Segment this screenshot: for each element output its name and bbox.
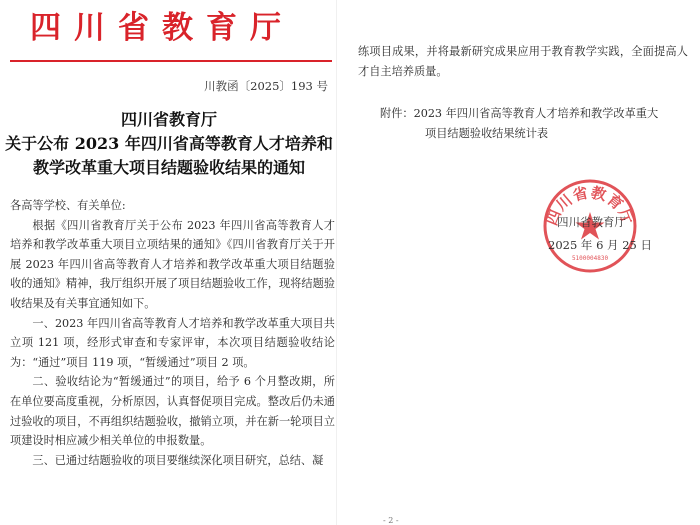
paragraph-4: 三、已通过结题验收的项目要继续深化项目研究，总结、凝 [32,453,324,467]
title-line-3: 教学改革重大项目结题验收结果的通知 [32,158,305,177]
body-text [10,196,335,470]
page-left [0,0,338,525]
title-line-2: 关于公布 2023 年四川省高等教育人才培养和 [5,134,333,153]
paragraph-2: 一、2023 年四川省高等教育人才培养和教学改革重大项目共立项 121 项，经形式审查和专家评审，本次项目结题验收结论为：“通过”项目 119 项，“暂缓通过”项目 2 项。 [10,316,335,369]
page-right [338,0,700,525]
seal-number: 5100004830 [571,255,609,262]
page-number: - 2 - [383,516,399,525]
title-line-1: 四川省教育厅 [120,110,217,129]
masthead: 四川省教育厅 [30,10,294,46]
paragraph-3: 二、验收结论为“暂缓通过”的项目，给予 6 个月整改期，所在单位要高度重视，分析原因，认真督促项目完成。整改后仍未通过验收的项目，不再组织结题验收，撤销立项，并在新一轮项目立项建设时相应减少相关单位的申报数量。 [10,375,335,448]
red-rule [10,60,332,62]
issue-date: 2025 年 6 月 25 日 [548,238,652,252]
doc-number: 川教函〔2025〕193 号 [204,79,328,93]
paragraph-4-continued: 练项目成果，并将最新研究成果应用于教育教学实践，全面提高人才自主培养质量。 [358,45,688,78]
issuer-name: 四川省教育厅 [557,215,626,229]
attachment-line-1: 2023 年四川省高等教育人才培养和教学改革重大 [413,107,659,120]
seal-text: 四川省教育厅 [542,183,638,228]
attachment-line-2: 项目结题验收结果统计表 [425,127,549,140]
salutation: 各高等学校、有关单位: [10,199,126,212]
attachment-label: 附件： [380,107,414,120]
paragraph-1: 根据《四川省教育厅关于公布 2023 年四川省高等教育人才培养和教学改革重大项目立项结果的通知》《四川省教育厅关于开展 2023 年四川省高等教育人才培养和教学改革重大项目结题验收的通知》精神，我厅组织开展了项目结题验收工作，现将结题验收结果及有关事宜通知如下。 [10,218,335,310]
continuation-text [358,42,688,82]
page-gutter [336,0,337,525]
attachment-note [380,104,658,144]
